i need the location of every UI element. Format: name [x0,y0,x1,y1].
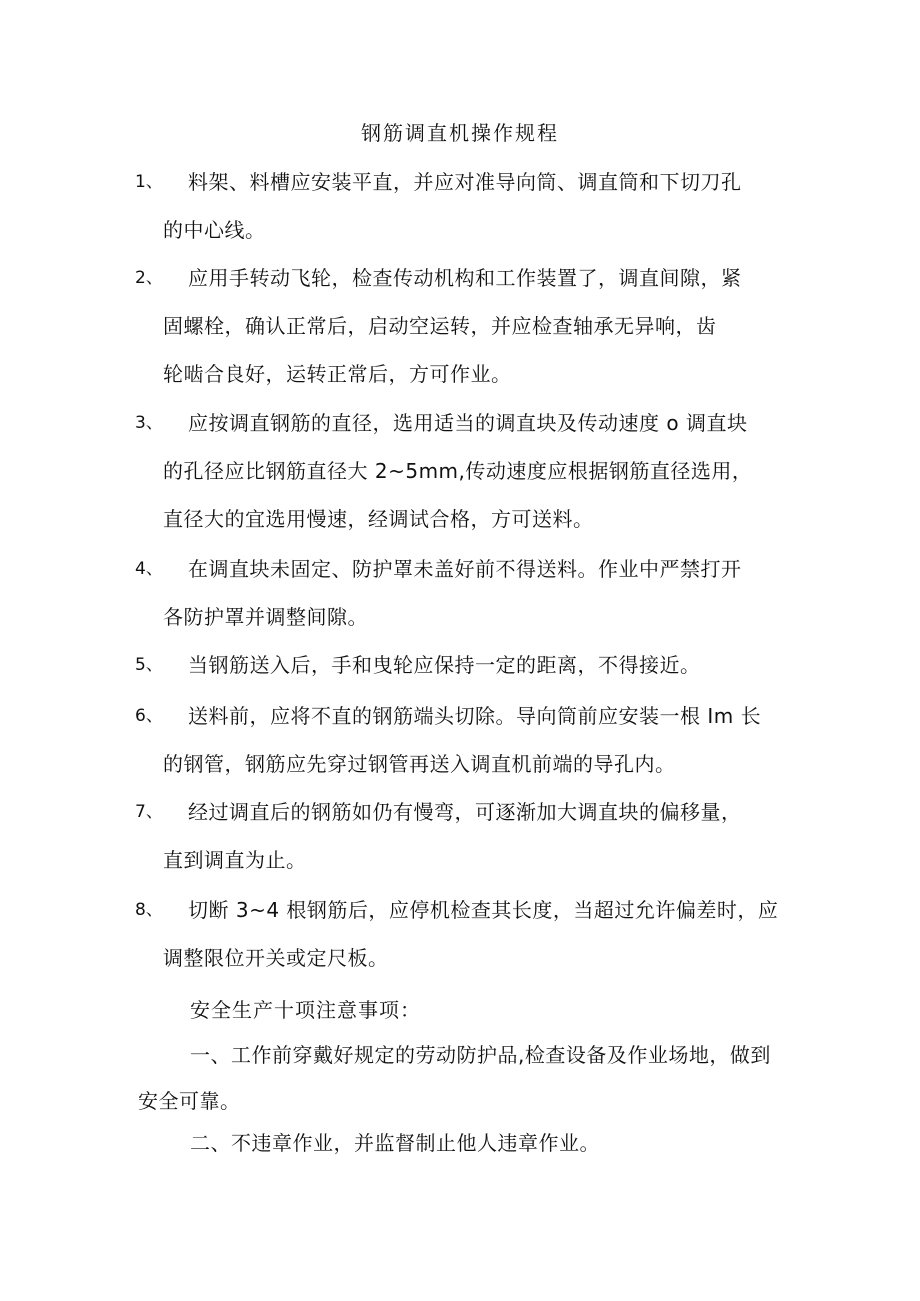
item-line: 各防护罩并调整间隙。 [163,605,368,629]
item-line: 送料前，应将不直的钢筋端头切除。导向筒前应安装一根 Im 长 [188,704,762,728]
item-number: 3、 [135,413,163,433]
item-line: 的中心线。 [163,218,266,242]
item-text [163,886,790,982]
notice-paragraph-text: 二、不违章作业，并监督制止他人违章作业。 [190,1131,600,1155]
item-line: 的钢管，钢筋应先穿过钢管再送入调直机前端的导孔内。 [163,752,676,776]
item-line: 应用手转动飞轮，检查传动机构和工作装置了，调直间隙，紧 [188,266,742,290]
notice-paragraph-text: 一、工作前穿戴好规定的劳动防护品,检查设备及作业场地，做到安全可靠。 [138,1043,771,1113]
item-number: 6、 [135,706,163,726]
item-text [188,641,790,689]
item-number: 1、 [135,172,163,192]
item-line: 应按调直钢筋的直径，选用适当的调直块及传动速度 o 调直块 [188,411,748,435]
item-text [163,692,790,788]
list-item [135,886,790,982]
item-line: 在调直块未固定、防护罩未盖好前不得送料。作业中严禁打开 [188,557,742,581]
item-text [163,399,790,543]
item-line: 直径大的宜选用慢速，经调试合格，方可送料。 [163,507,594,531]
item-line: 固螺栓，确认正常后，启动空运转，并应检查轴承无异响，齿 [163,314,717,338]
list-item [135,399,790,543]
list-item [135,641,790,689]
item-line: 轮啮合良好，运转正常后，方可作业。 [163,362,512,386]
list-item [135,692,790,788]
item-line: 调整限位开关或定尺板。 [163,946,389,970]
item-number: 8、 [135,900,163,920]
list-item [135,254,790,398]
item-line: 料架、料槽应安装平直，并应对准导向筒、调直筒和下切刀孔 [188,170,742,194]
item-line: 当钢筋送入后，手和曳轮应保持一定的距离，不得接近。 [188,653,701,677]
item-line: 直到调直为止。 [163,848,307,872]
item-line: 切断 3~4 根钢筋后，应停机检查其长度，当超过允许偏差时，应 [188,898,779,922]
list-item [135,788,790,884]
item-text [163,254,790,398]
item-line: 的孔径应比钢筋直径大 2~5mm,传动速度应根据钢筋直径选用， [163,459,753,483]
list-item [135,158,790,254]
notice-paragraph [138,1032,788,1124]
item-text [163,158,790,254]
item-number: 5、 [135,655,163,675]
notice-title: 安全生产十项注意事项： [190,998,421,1022]
item-text [163,788,790,884]
list-item [135,545,790,641]
notice-paragraph [138,1120,788,1166]
item-number: 4、 [135,559,163,579]
item-text [163,545,790,641]
item-number: 2、 [135,268,163,288]
document-title: 钢筋调直机操作规程 [361,121,559,145]
item-line: 经过调直后的钢筋如仍有慢弯，可逐渐加大调直块的偏移量， [188,800,742,824]
item-number: 7、 [135,802,163,822]
